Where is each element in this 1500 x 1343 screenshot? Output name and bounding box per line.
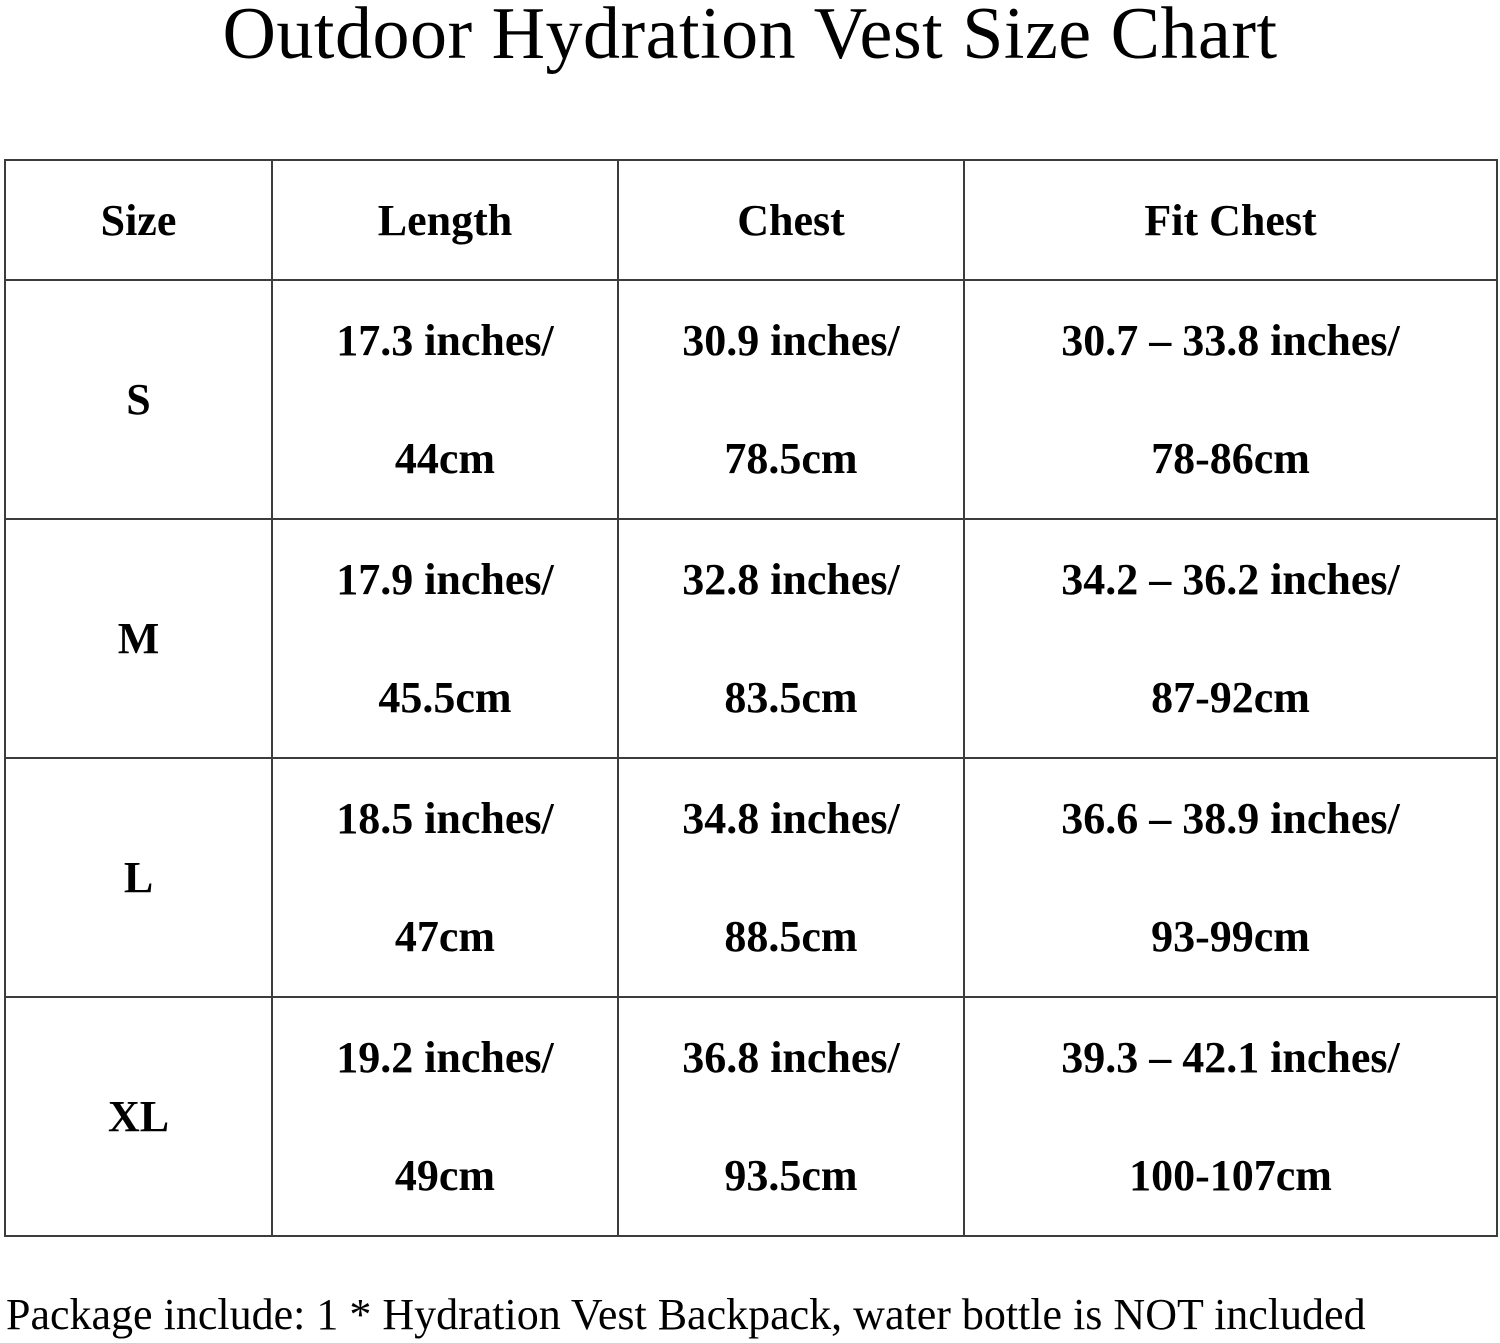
header-fit-chest: Fit Chest	[964, 160, 1497, 280]
chest-inches: 30.9 inches/	[682, 315, 900, 365]
chest-cm: 78.5cm	[724, 433, 858, 483]
package-note: Package include: 1 * Hydration Vest Backpack, water bottle is NOT included	[6, 1290, 1366, 1339]
header-size: Size	[5, 160, 272, 280]
header-length: Length	[272, 160, 618, 280]
length-inches: 18.5 inches/	[336, 793, 554, 843]
size-chart-table	[4, 159, 1498, 1237]
length-cm: 44cm	[394, 433, 496, 483]
table-row	[5, 997, 1497, 1236]
size-cell: L	[5, 758, 272, 997]
chest-cell	[618, 280, 964, 519]
length-cm: 45.5cm	[378, 672, 512, 722]
chest-cell	[618, 519, 964, 758]
length-cell	[272, 997, 618, 1236]
table-header-row	[5, 160, 1497, 280]
size-cell: M	[5, 519, 272, 758]
fit-chest-inches: 39.3 – 42.1 inches/	[1061, 1032, 1400, 1082]
fit-chest-cell	[964, 758, 1497, 997]
fit-chest-cm: 87-92cm	[1151, 672, 1310, 722]
length-inches: 17.3 inches/	[336, 315, 554, 365]
length-cell	[272, 758, 618, 997]
fit-chest-inches: 30.7 – 33.8 inches/	[1061, 315, 1400, 365]
header-chest: Chest	[618, 160, 964, 280]
length-inches: 19.2 inches/	[336, 1032, 554, 1082]
fit-chest-cell	[964, 519, 1497, 758]
chest-cell	[618, 758, 964, 997]
length-cell	[272, 519, 618, 758]
chest-inches: 36.8 inches/	[682, 1032, 900, 1082]
chest-cm: 88.5cm	[724, 911, 858, 961]
page-title: Outdoor Hydration Vest Size Chart	[222, 0, 1278, 75]
size-cell: XL	[5, 997, 272, 1236]
length-cm: 49cm	[394, 1150, 496, 1200]
table-row	[5, 280, 1497, 519]
length-inches: 17.9 inches/	[336, 554, 554, 604]
chest-cm: 83.5cm	[724, 672, 858, 722]
table-row	[5, 519, 1497, 758]
length-cm: 47cm	[394, 911, 496, 961]
fit-chest-cm: 100-107cm	[1129, 1150, 1332, 1200]
fit-chest-cell	[964, 280, 1497, 519]
length-cell	[272, 280, 618, 519]
size-cell: S	[5, 280, 272, 519]
chest-cell	[618, 997, 964, 1236]
chest-inches: 34.8 inches/	[682, 793, 900, 843]
fit-chest-cell	[964, 997, 1497, 1236]
fit-chest-cm: 78-86cm	[1151, 433, 1310, 483]
chest-cm: 93.5cm	[724, 1150, 858, 1200]
table-row	[5, 758, 1497, 997]
fit-chest-cm: 93-99cm	[1151, 911, 1310, 961]
fit-chest-inches: 36.6 – 38.9 inches/	[1061, 793, 1400, 843]
fit-chest-inches: 34.2 – 36.2 inches/	[1061, 554, 1400, 604]
chest-inches: 32.8 inches/	[682, 554, 900, 604]
